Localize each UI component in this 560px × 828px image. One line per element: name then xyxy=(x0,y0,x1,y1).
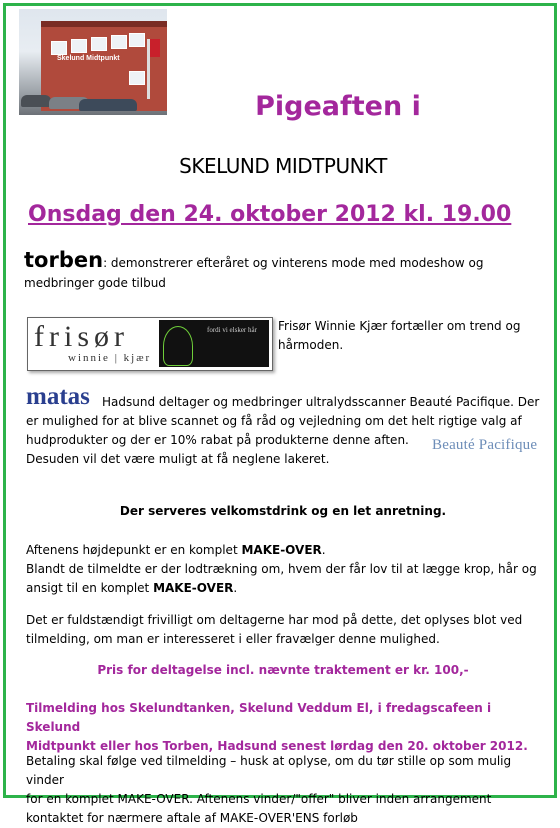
window xyxy=(129,71,145,85)
payment-text-c: kontaktet for nærmere aftale af MAKE-OVER'ENS forløb xyxy=(26,811,358,825)
p1-text-b: Blandt de tilmeldte er der lodtrækning om, hvem der får lov til at lægge krop, hår og xyxy=(26,562,537,576)
voluntary-paragraph xyxy=(26,611,546,649)
torben-text-2: medbringer gode tilbud xyxy=(24,276,166,290)
title-line-1: Pigeaften i xyxy=(255,91,421,122)
matas-line-4: Desuden vil det være muligt at få neglene lakeret. xyxy=(26,452,330,466)
window xyxy=(129,33,145,47)
p1-bold-c: MAKE-OVER xyxy=(153,581,234,595)
price-line: Pris for deltagelse incl. nævnte traktement er kr. 100,- xyxy=(97,663,469,677)
window xyxy=(71,39,87,53)
beaute-pacifique-logo: Beauté Pacifique xyxy=(432,437,538,453)
frisor-logo-tagline: fordi vi elsker hår xyxy=(207,326,257,334)
serveres-heading: Der serveres velkomstdrink og en let anretning. xyxy=(119,504,447,518)
woman-silhouette-icon xyxy=(163,326,193,366)
makeover-paragraph xyxy=(26,541,546,598)
frisor-logo xyxy=(27,317,273,371)
flag xyxy=(150,39,160,57)
payment-text-b: for en komplet MAKE-OVER. Aftenens vinder/"offer" bliver inden arrangement xyxy=(26,792,492,806)
frisor-logo-sub: winnie | kjær xyxy=(68,352,152,364)
event-date: Onsdag den 24. oktober 2012 kl. 19.00 xyxy=(28,202,512,227)
registration-text-a: Tilmelding hos Skelundtanken, Skelund Veddum El, i fredagscafeen i Skelund xyxy=(26,701,492,734)
p1-end-a: . xyxy=(321,543,326,557)
window xyxy=(111,35,127,49)
window xyxy=(51,41,67,55)
torben-section xyxy=(24,250,544,293)
p2-text-a: Det er fuldstændigt frivilligt om deltagerne har mod på dette, det oplyses blot ved xyxy=(26,613,523,627)
frisor-logo-dark-panel xyxy=(159,320,269,367)
matas-text xyxy=(26,393,546,469)
matas-line-1: Hadsund deltager og medbringer ultralydsscanner Beauté Pacifique. Der xyxy=(102,395,540,409)
title-line-2: SKELUND MIDTPUNKT xyxy=(179,154,387,178)
frisor-text: Frisør Winnie Kjær fortæller om trend og hårmoden. xyxy=(278,319,521,352)
matas-line-2: er mulighed for at blive scannet og få råd og vejledning om det helt rigtige valg af xyxy=(26,414,522,428)
payment-paragraph xyxy=(26,752,546,828)
frisor-logo-word: frisør xyxy=(34,320,129,353)
building-sign: Skelund Midtpunkt xyxy=(57,55,120,62)
torben-text-1: : demonstrerer efteråret og vinterens mode med modeshow og xyxy=(103,256,484,270)
p1-text-a: Aftenens højdepunkt er en komplet xyxy=(26,543,242,557)
payment-text-a: Betaling skal følge ved tilmelding – husk at oplyse, om du tør stille op som mulig vinder xyxy=(26,754,512,787)
p1-bold-a: MAKE-OVER xyxy=(241,543,322,557)
registration-text-b: Midtpunkt eller hos Torben, Hadsund senest lørdag den 20. oktober 2012. xyxy=(26,739,528,753)
flyer-page xyxy=(3,3,557,825)
torben-name: torben xyxy=(24,248,104,272)
window xyxy=(91,37,107,51)
matas-line-3: hudprodukter og der er 10% rabat på produkterne denne aften. xyxy=(26,433,409,447)
registration-paragraph xyxy=(26,699,546,756)
matas-logo: matas xyxy=(26,383,90,410)
p2-text-b: tilmelding, om man er interesseret i eller fravælger denne mulighed. xyxy=(26,632,440,646)
p1-end-c: . xyxy=(233,581,238,595)
p1-text-c: ansigt til en komplet xyxy=(26,581,154,595)
